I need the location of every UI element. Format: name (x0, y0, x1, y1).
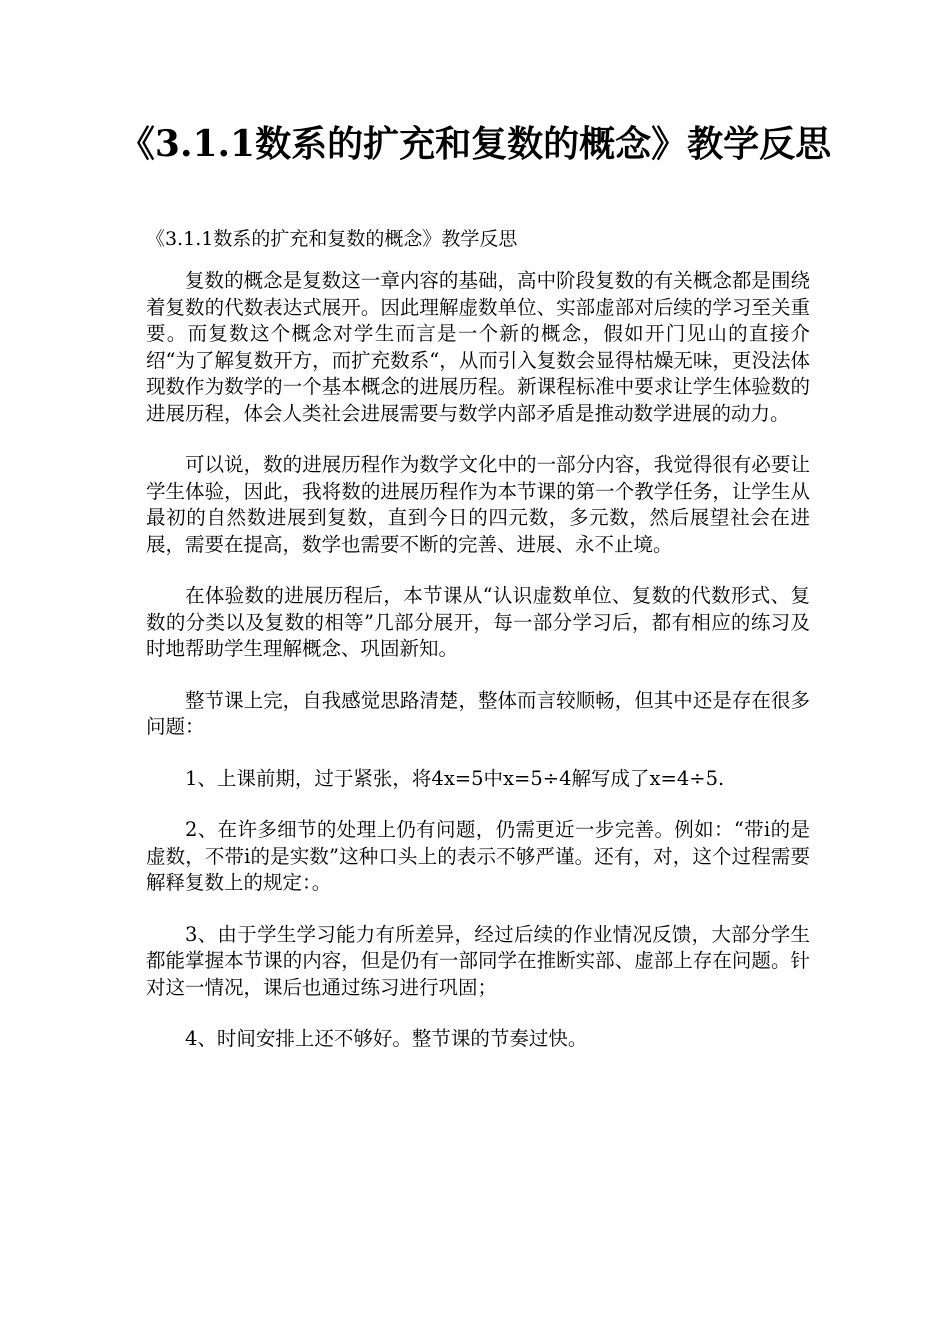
document-title: 《3.1.1数系的扩充和复数的概念》教学反思 (118, 123, 832, 165)
paragraph-issue-3: 3、由于学生学习能力有所差异，经过后续的作业情况反馈，大部分学生都能掌握本节课的内容，但是仍有一部同学在推断实部、虚部上存在问题。针对这一情况，课后也通过练习进行巩固； (146, 922, 810, 999)
paragraph-summary: 整节课上完，自我感觉思路清楚，整体而言较顺畅，但其中还是存在很多问题： (146, 688, 810, 738)
paragraph-issue-2: 2、在许多细节的处理上仍有问题，仍需更近一步完善。例如：“带i的是虚数，不带i的是实数”这种口头上的表示不够严谨。还有，对，这个过程需要解释复数上的规定：。 (146, 818, 810, 894)
paragraph-structure: 在体验数的进展历程后，本节课从“认识虚数单位、复数的代数形式、复数的分类以及复数的相等”几部分展开，每一部分学习后，都有相应的练习及时地帮助学生理解概念、巩固新知。 (146, 584, 810, 660)
paragraph-history: 可以说，数的进展历程作为数学文化中的一部分内容，我觉得很有必要让学生体验，因此，我将数的进展历程作为本节课的第一个教学任务，让学生从最初的自然数进展到复数，直到今日的四元数，多元数，然后展望社会在进展，需要在提高，数学也需要不断的完善、进展、永不止境。 (146, 453, 810, 556)
document-subtitle: 《3.1.1数系的扩充和复数的概念》教学反思 (146, 228, 518, 250)
paragraph-issue-1: 1、上课前期，过于紧张，将4x=5中x=5÷4解写成了x=4÷5. (185, 766, 725, 790)
document-body (146, 268, 810, 1078)
paragraph-issue-4: 4、时间安排上还不够好。整节课的节奏过快。 (185, 1027, 588, 1050)
paragraph-intro: 复数的概念是复数这一章内容的基础，高中阶段复数的有关概念都是围绕着复数的代数表达式展开。因此理解虚数单位、实部虚部对后续的学习至关重要。而复数这个概念对学生而言是一个新的概念，假如开门见山的直接介绍“为了解复数开方，而扩充数系“，从而引入复数会显得枯燥无味，更没法体现数作为数学的一个基本概念的进展历程。新课程标准中要求让学生体验数的进展历程，体会人类社会进展需要与数学内部矛盾是推动数学进展的动力。 (146, 269, 810, 425)
